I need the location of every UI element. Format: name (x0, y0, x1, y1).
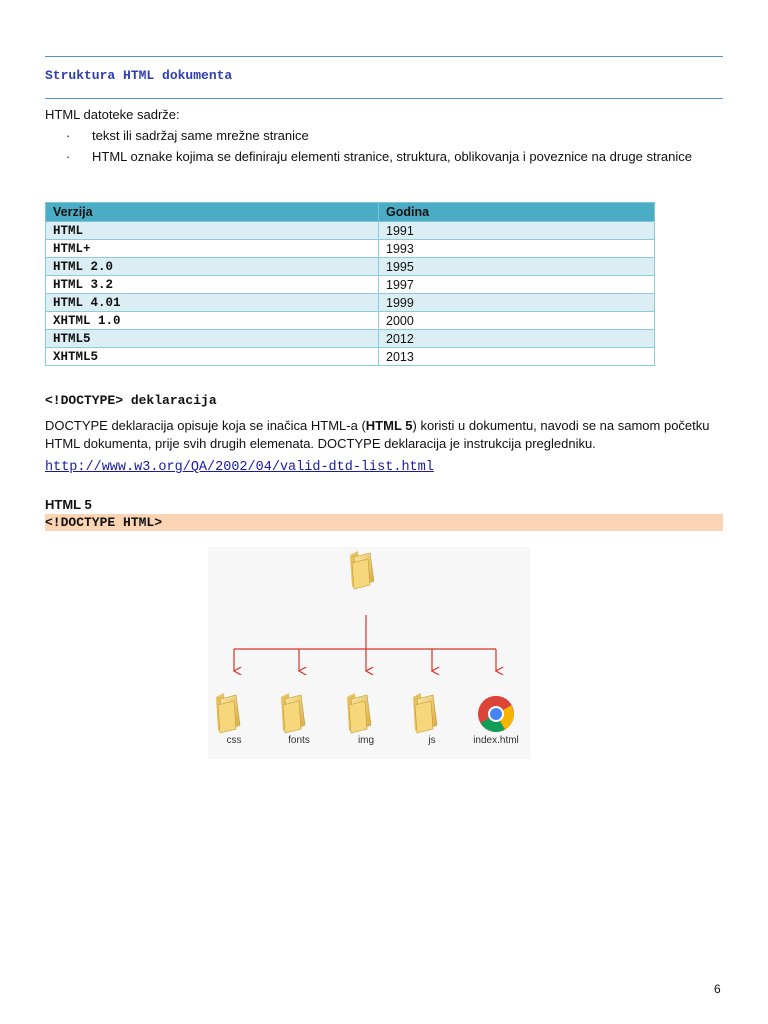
table-row: XHTML5 2013 (46, 348, 655, 366)
table-row: XHTML 1.0 2000 (46, 312, 655, 330)
folder-tree (208, 547, 530, 759)
table-row: HTML 4.01 1999 (46, 294, 655, 312)
w3-dtd-link[interactable]: http://www.w3.org/QA/2002/04/valid-dtd-list.html (45, 460, 434, 475)
section-title: Struktura HTML dokumenta (45, 68, 233, 83)
file-label-index: index.html (473, 735, 519, 746)
html5-label: HTML 5 (45, 497, 92, 512)
table-row: HTML 1991 (46, 222, 655, 240)
title-underline (45, 98, 723, 99)
page-number: 6 (714, 982, 721, 996)
folder-label-css: css (226, 735, 242, 746)
table-row: HTML5 2012 (46, 330, 655, 348)
doctype-paragraph: DOCTYPE deklaracija opisuje koja se inačica HTML-a (HTML 5) koristi u dokumentu, navodi se na samom početku HTML dokumenta, prije svih drugih elemenata. DOCTYPE deklaracija je instrukcija pregledniku. (45, 418, 710, 451)
doctype-code: <!DOCTYPE HTML> (45, 514, 723, 531)
column-header-version: Verzija (46, 203, 379, 222)
version-table (45, 202, 655, 366)
top-rule (45, 56, 723, 57)
bullet-list (66, 127, 706, 169)
folder-icon (281, 693, 305, 733)
folder-structure-diagram (208, 547, 530, 759)
list-item: · tekst ili sadržaj same mrežne stranice (66, 128, 309, 143)
folder-icon (413, 693, 437, 733)
folder-label-js: js (428, 735, 436, 746)
column-header-year: Godina (379, 203, 655, 222)
folder-label-fonts: fonts (288, 735, 310, 746)
folder-label-img: img (357, 735, 375, 746)
folder-icon (347, 693, 371, 733)
tree-connectors (234, 615, 496, 671)
table-header-row (46, 203, 655, 222)
intro-text: HTML datoteke sadrže: (45, 107, 180, 122)
list-item: · HTML oznake kojima se definiraju elementi stranice, struktura, oblikovanja i poveznice na druge stranice (66, 149, 692, 164)
doctype-heading: <!DOCTYPE> deklaracija (45, 393, 217, 408)
root-folder-icon (350, 551, 374, 589)
table-row: HTML+ 1993 (46, 240, 655, 258)
chrome-icon (478, 696, 514, 732)
table-row: HTML 2.0 1995 (46, 258, 655, 276)
folder-icon (216, 693, 240, 733)
table-row: HTML 3.2 1997 (46, 276, 655, 294)
